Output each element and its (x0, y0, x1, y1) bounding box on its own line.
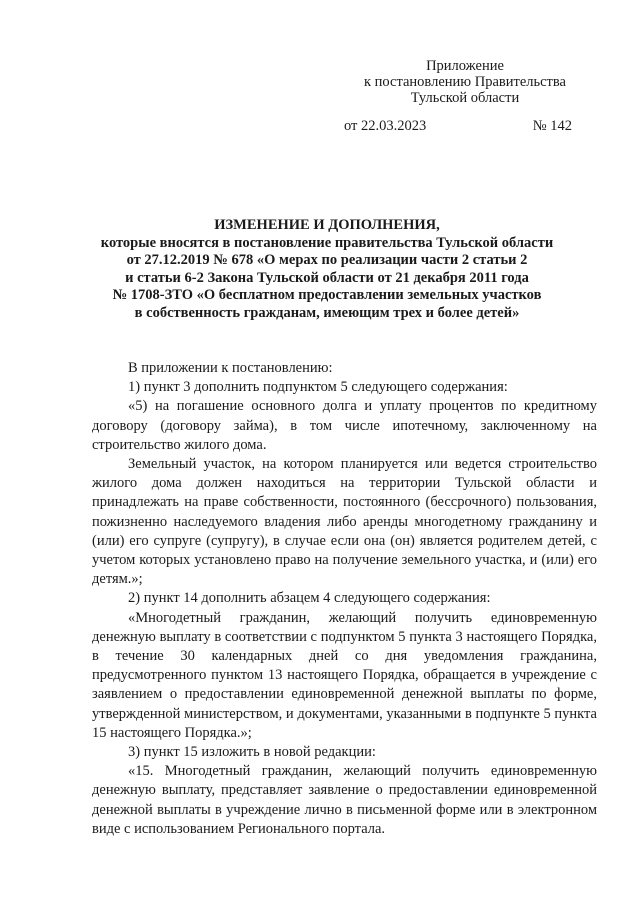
body-paragraph-6: «Многодетный гражданин, желающий получить единовременную денежную выплату в соответствии с подпунктом 5 пункта 3 настоящего Порядка, в течение 30 календарных дней со дня уведомления гражданина, предусмотренного пунктом 13 настоящего Порядка, обращается в учреждение с заявлением о предоставлении единовременной денежной выплаты по форме, утвержденной министерством, и документами, указанными в подпункте 5 пункта 15 настоящего Порядка.»; (92, 609, 597, 741)
appendix-line-2: к постановлению Правительства (364, 74, 566, 90)
title-line-6: в собственность гражданам, имеющим трех и более детей» (134, 304, 520, 321)
appendix-line-1: Приложение (426, 58, 504, 74)
resolution-date-number (344, 118, 572, 134)
document-title (60, 217, 594, 322)
document-body (92, 359, 597, 839)
body-paragraph-8: «15. Многодетный гражданин, желающий получить единовременную денежную выплату, представляет заявление о предоставлении единовременной денежной выплаты в учреждение лично в письменной форме или в электронном виде с использованием Регионального портала. (92, 763, 597, 837)
title-line-4: и статьи 6-2 Закона Тульской области от 21 декабря 2011 года (125, 269, 529, 286)
title-line-3: от 27.12.2019 № 678 «О мерах по реализации части 2 статьи 2 (126, 252, 528, 268)
appendix-header (340, 58, 590, 106)
body-paragraph-3: «5) на погашение основного долга и уплату процентов по кредитному договору (договору займа), в том числе ипотечному, заключенному на строительство жилого дома. (92, 398, 597, 453)
resolution-number: № 142 (532, 118, 572, 134)
body-paragraph-1: В приложении к постановлению: (128, 360, 333, 376)
title-line-5: № 1708-ЗТО «О бесплатном предоставлении земельных участков (112, 287, 542, 303)
title-line-1: ИЗМЕНЕНИЕ И ДОПОЛНЕНИЯ, (214, 217, 440, 233)
resolution-date: от 22.03.2023 (344, 118, 427, 134)
body-paragraph-5: 2) пункт 14 дополнить абзацем 4 следующего содержания: (128, 590, 491, 607)
appendix-line-3: Тульской области (410, 90, 520, 106)
body-paragraph-2: 1) пункт 3 дополнить подпунктом 5 следующего содержания: (128, 379, 508, 396)
body-paragraph-7: 3) пункт 15 изложить в новой редакции: (128, 744, 376, 761)
body-paragraph-4: Земельный участок, на котором планируется или ведется строительство жилого дома должен находиться на территории Тульской области и принадлежать на праве собственности, постоянного (бессрочного) пользования, пожизненно наследуемого владения либо аренды многодетному гражданину и (или) его супруге (супругу), в случае если она (он) является родителем детей, с учетом которых установлено право на получение земельного участка, и (или) его детям.»; (92, 456, 597, 588)
title-line-2: которые вносятся в постановление правительства Тульской области (100, 234, 554, 251)
